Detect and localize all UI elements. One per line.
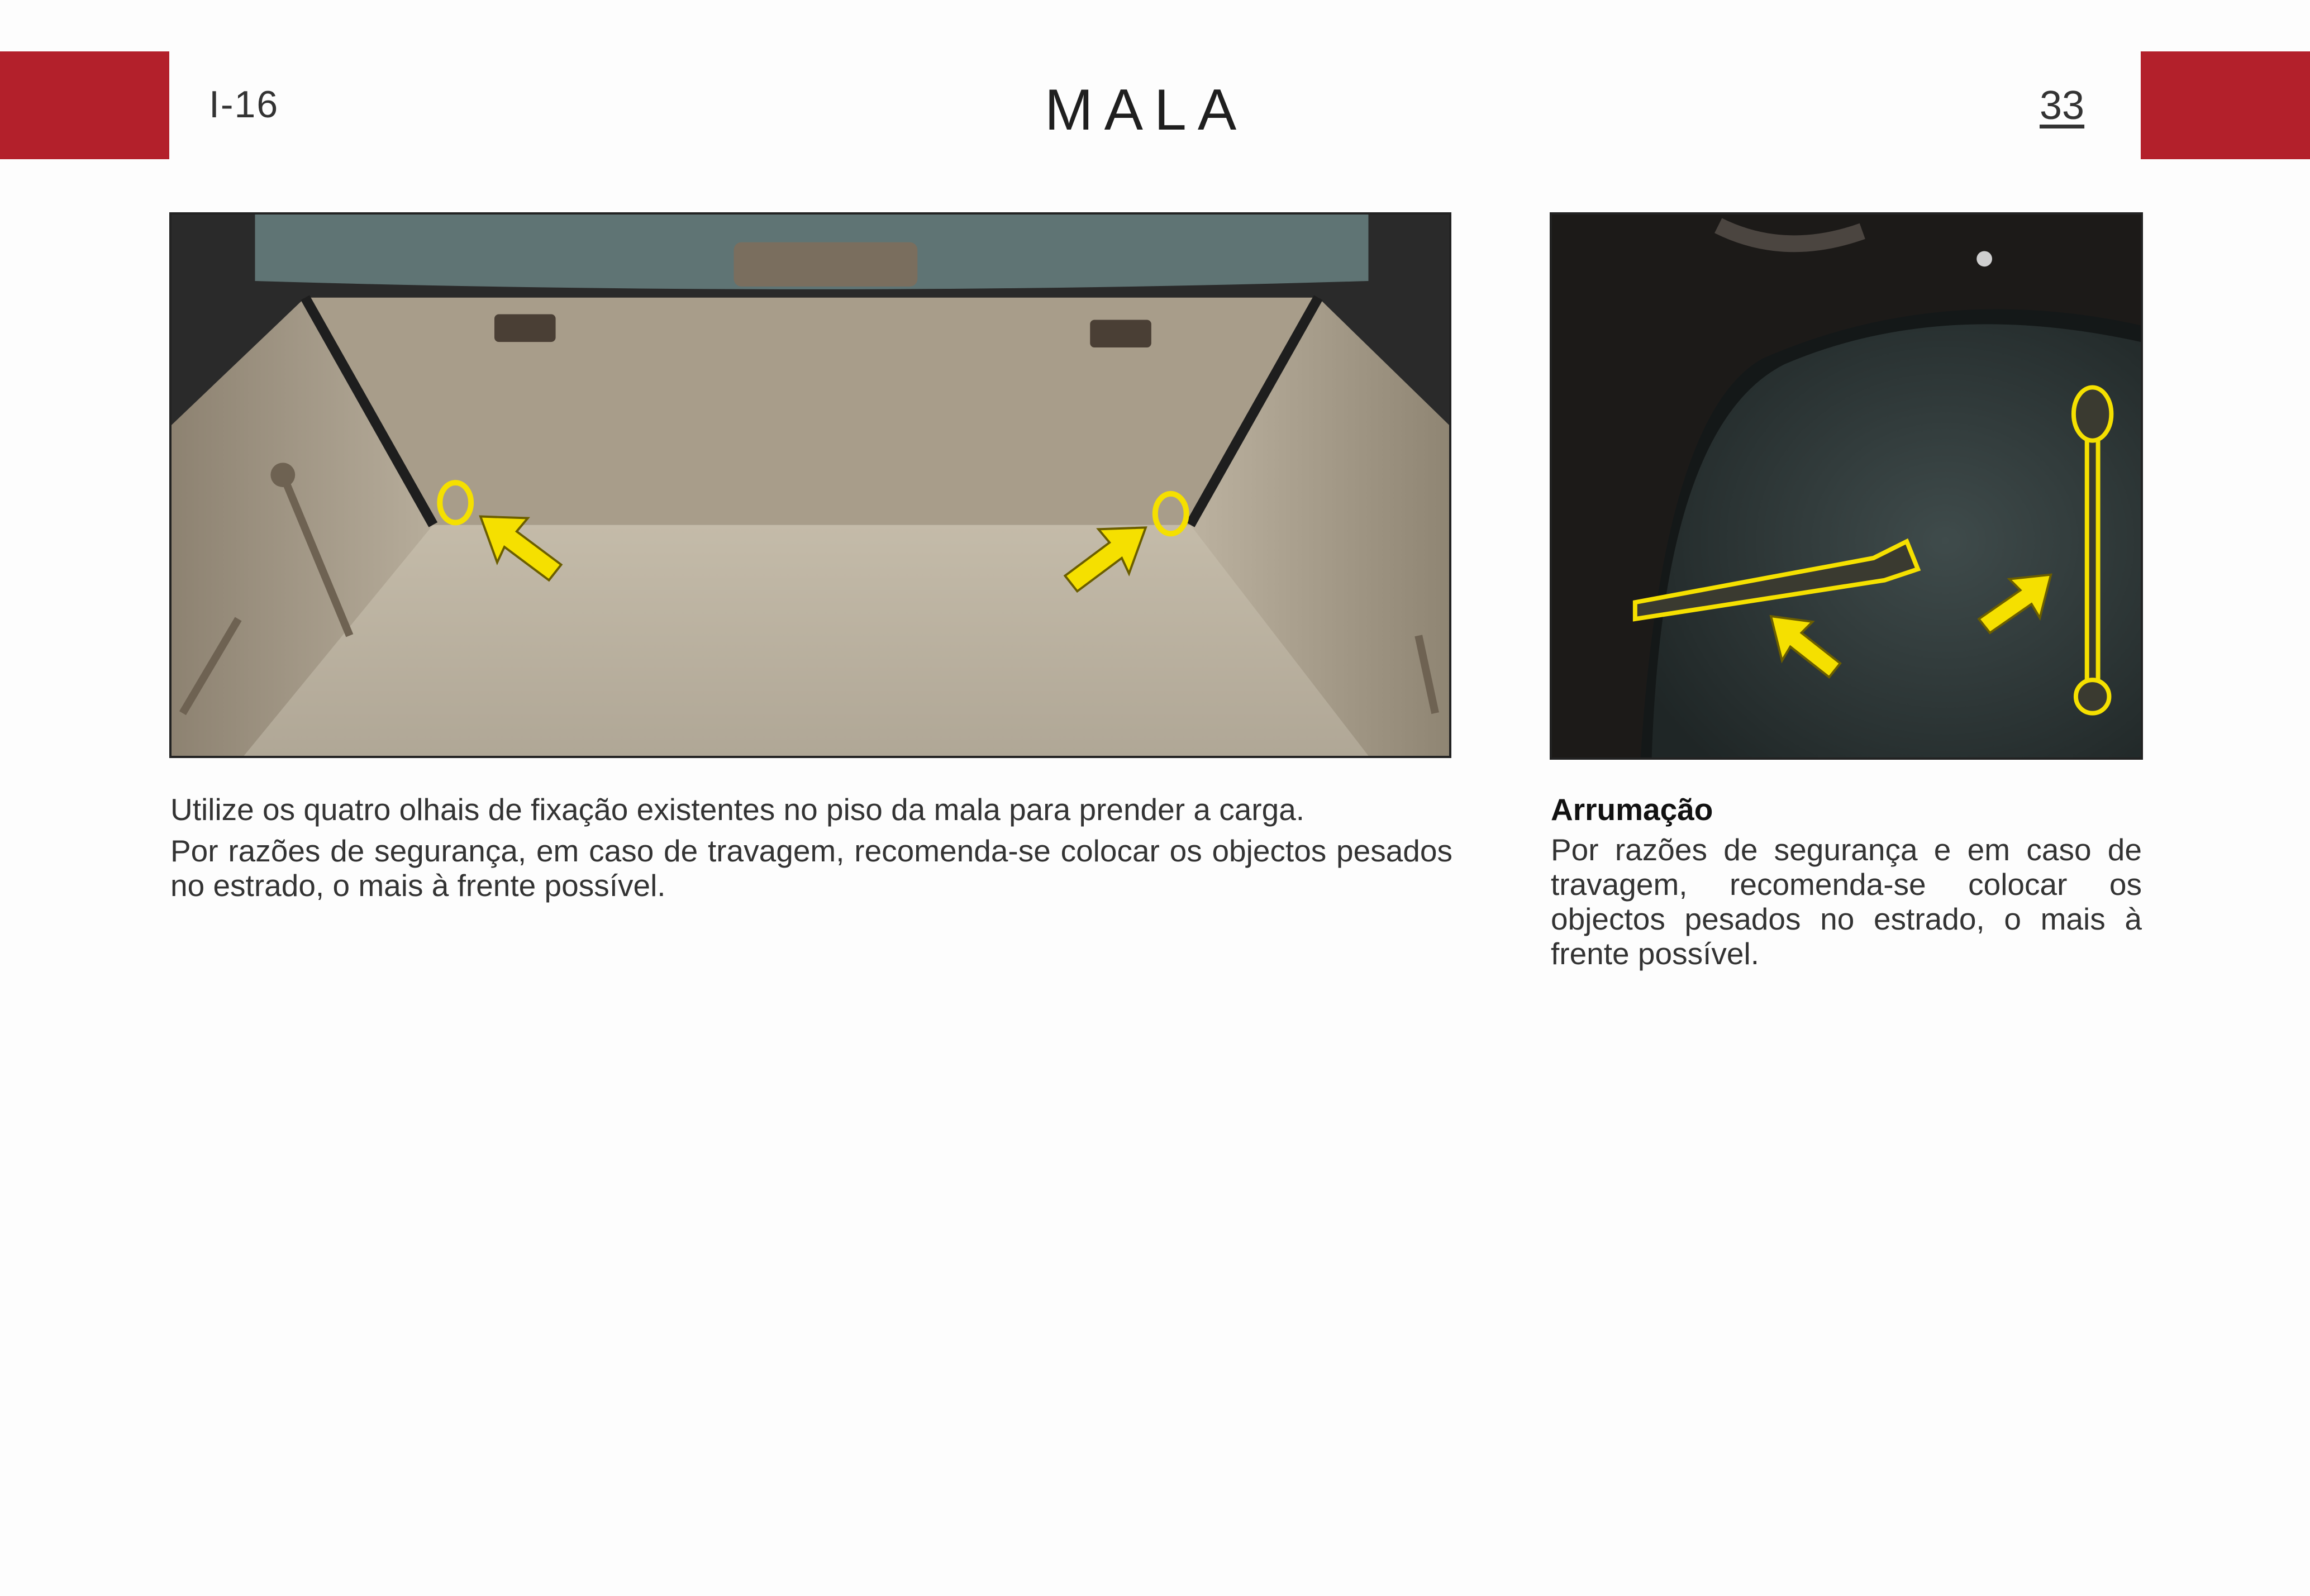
right-red-tab xyxy=(2141,51,2310,159)
paragraph-heavy-objects: Por razões de segurança, em caso de travagem, recomenda-se colocar os objectos pesados no estrado, o mais à frente possível. xyxy=(170,833,1452,903)
storage-heading: Arrumação xyxy=(1551,792,1713,827)
paragraph-cargo-eyelets: Utilize os quatro olhais de fixação existentes no piso da mala para prender a carga. xyxy=(170,792,1305,827)
trunk-floor-anchor-eyelets-photo-icon xyxy=(172,215,1449,756)
trunk-floor-photo xyxy=(169,212,1451,758)
trunk-side-storage-strap-photo-icon xyxy=(1552,215,2141,757)
storage-text: Por razões de segurança e em caso de travagem, recomenda-se colocar os objectos pesados no estrado, o mais à frente possível. xyxy=(1551,832,2142,971)
trunk-storage-photo xyxy=(1550,212,2143,760)
storage-section xyxy=(1551,792,2142,971)
main-text xyxy=(170,792,1452,903)
section-code: I-16 xyxy=(209,83,279,126)
left-red-tab xyxy=(0,51,169,159)
page-title: MALA xyxy=(1045,78,1248,142)
page-number: 33 xyxy=(2040,83,2085,128)
